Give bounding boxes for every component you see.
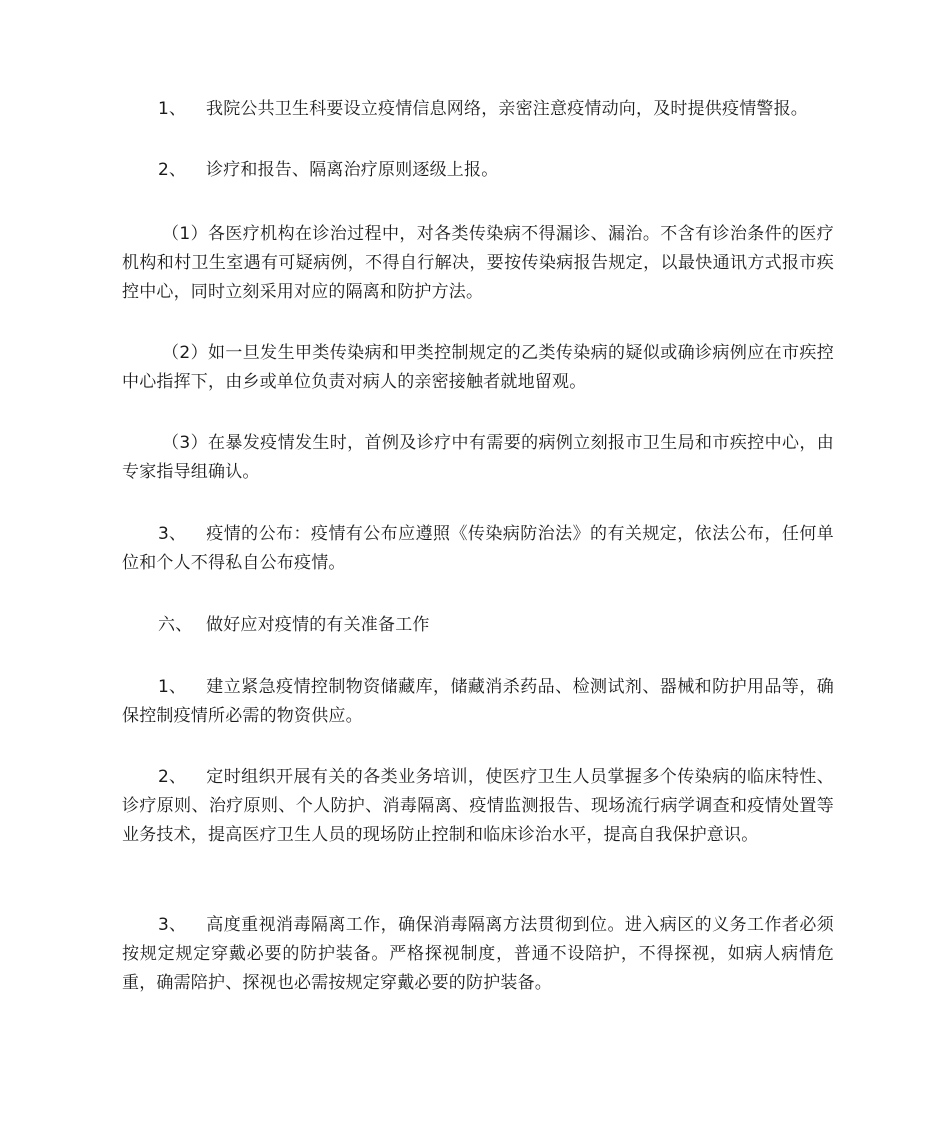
paragraph-number: 3、: [158, 915, 187, 935]
paragraph-3: [122, 520, 834, 578]
paragraph-2-2: [122, 339, 834, 397]
paragraph-text: 建立紧急疫情控制物资储藏库，储藏消杀药品、检测试剂、器械和防护用品等，确保控制疫情所必需的物资供应。: [122, 677, 834, 726]
paragraph-6-3: [122, 911, 834, 998]
paragraph-2-3: [122, 429, 834, 487]
paragraph-number: 2、: [158, 767, 187, 787]
paragraph-2: [122, 156, 834, 185]
paragraph-number: 2、: [158, 160, 187, 180]
paragraph-text: 高度重视消毒隔离工作，确保消毒隔离方法贯彻到位。进入病区的义务工作者必须按规定规定穿戴必要的防护装备。严格探视制度，普通不设陪护，不得探视，如病人病情危重，确需陪护、探视也必需按规定穿戴必要的防护装备。: [122, 915, 834, 993]
paragraph-number: 3、: [158, 524, 187, 544]
paragraph-number: 1、: [158, 99, 187, 119]
paragraph-text: （1）各医疗机构在诊治过程中，对各类传染病不得漏诊、漏治。不含有诊治条件的医疗机构和村卫生室遇有可疑病例，不得自行解决，要按传染病报告规定，以最快通讯方式报市疾控中心，同时立刻采用对应的隔离和防护方法。: [122, 224, 834, 302]
section-heading-6: [122, 611, 834, 640]
paragraph-text: 我院公共卫生科要设立疫情信息网络，亲密注意疫情动向，及时提供疫情警报。: [206, 99, 808, 119]
paragraph-text: 疫情的公布：疫情有公布应遵照《传染病防治法》的有关规定，依法公布，任何单位和个人不得私自公布疫情。: [122, 524, 834, 573]
paragraph-text: （2）如一旦发生甲类传染病和甲类控制规定的乙类传染病的疑似或确诊病例应在市疾控中心指挥下，由乡或单位负责对病人的亲密接触者就地留观。: [122, 343, 834, 392]
paragraph-6-1: [122, 673, 834, 731]
paragraph-number: 1、: [158, 677, 187, 697]
paragraph-6-2: [122, 763, 834, 850]
paragraph-text: （3）在暴发疫情发生时，首例及诊疗中有需要的病例立刻报市卫生局和市疾控中心，由专家指导组确认。: [122, 433, 834, 482]
paragraph-text: 诊疗和报告、隔离治疗原则逐级上报。: [206, 160, 499, 180]
paragraph-2-1: [122, 220, 834, 307]
paragraph-1: [122, 95, 834, 124]
paragraph-text: 定时组织开展有关的各类业务培训，使医疗卫生人员掌握多个传染病的临床特性、诊疗原则、治疗原则、个人防护、消毒隔离、疫情监测报告、现场流行病学调查和疫情处置等业务技术，提高医疗卫生人员的现场防止控制和临床诊治水平，提高自我保护意识。: [122, 767, 834, 845]
section-number: 六、: [158, 615, 193, 635]
section-title: 做好应对疫情的有关准备工作: [206, 615, 430, 635]
